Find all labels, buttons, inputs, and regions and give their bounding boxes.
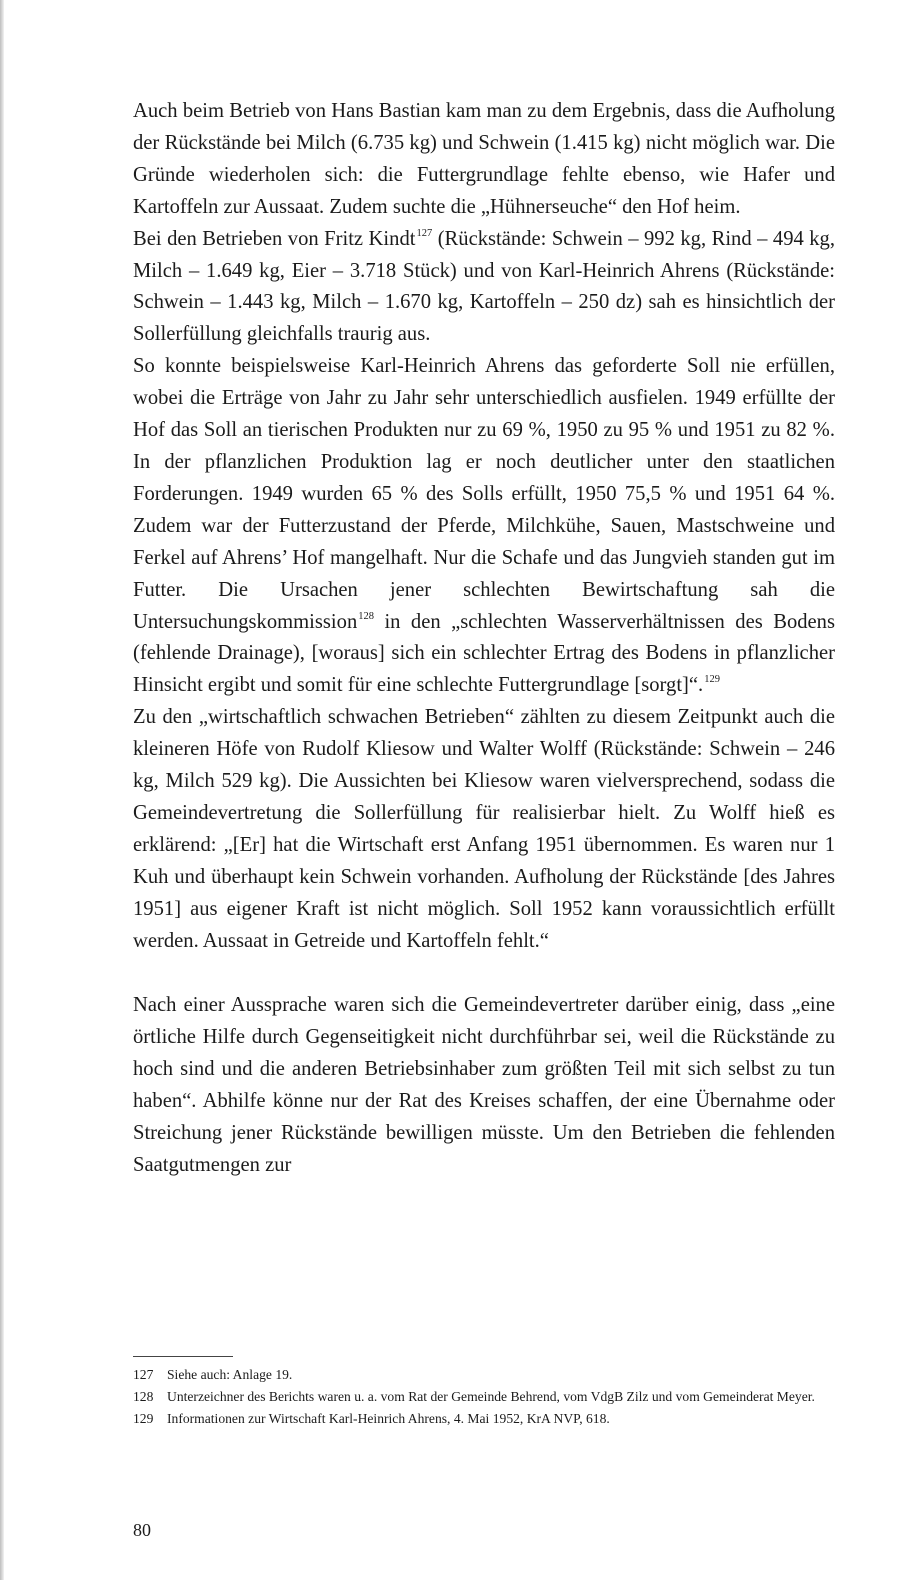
footnote-number: 129 bbox=[133, 1411, 154, 1426]
page-edge-shadow bbox=[0, 0, 4, 1580]
footnote-ref-128[interactable]: 128 bbox=[358, 610, 374, 622]
paragraph-1 bbox=[133, 96, 835, 224]
body-text bbox=[133, 96, 835, 1182]
paragraph-text: Zu den „wirtschaftlich schwachen Betrieben“ zählten zu diesem Zeitpunkt auch die kleineren Höfe von Rudolf Kliesow und Walter Wolff (Rückstände: Schwein – 246 kg, Milch 529 kg). Die Aussichten bei Kliesow waren vielversprechend, sodass die Gemeindevertretung die Sollerfüllung für realisierbar hielt. Zu Wolff hieß es erklärend: „[Er] hat die Wirtschaft erst Anfang 1951 übernommen. Es waren nur 1 Kuh und überhaupt kein Schwein vorhanden. Aufholung der Rückstände [des Jahres 1951] aus eigener Kraft ist nicht möglich. Soll 1952 kann voraussichtlich erfüllt werden. Aussaat in Getreide und Kartoffeln fehlt.“ bbox=[133, 706, 835, 952]
footnote-separator bbox=[133, 1356, 233, 1357]
footnote-129 bbox=[133, 1408, 835, 1430]
footnote-127 bbox=[133, 1364, 835, 1386]
footnote-number: 127 bbox=[133, 1367, 154, 1382]
paragraph-text: Bei den Betrieben von Fritz Kindt bbox=[133, 227, 416, 250]
paragraph-text: in den „schlechten Wasserverhältnissen des Bodens (fehlende Drainage), [woraus] sich ein schlechter Ertrag des Bodens in pflanzlicher Hinsicht ergibt und somit für eine schlechte Futtergrundlage [sorgt]“. bbox=[133, 610, 835, 697]
footnote-text: Informationen zur Wirtschaft Karl-Heinrich Ahrens, 4. Mai 1952, KrA NVP, 618. bbox=[167, 1411, 610, 1426]
paragraph-5 bbox=[133, 990, 835, 1181]
footnote-ref-129[interactable]: 129 bbox=[704, 674, 720, 686]
paragraph-text: So konnte beispielsweise Karl-Heinrich Ahrens das geforderte Soll nie erfüllen, wobei die Erträge von Jahr zu Jahr sehr unterschiedlich ausfielen. 1949 erfüllte der Hof das Soll an tierischen Produkten nur zu 69 %, 1950 zu 95 % und 1951 zu 82 %. In der pflanzlichen Produktion lag er noch deutlicher unter den staatlichen Forderungen. 1949 wurden 65 % des Solls erfüllt, 1950 75,5 % und 1951 64 %. Zudem war der Futterzustand der Pferde, Milchkühe, Sauen, Mastschweine und Ferkel auf Ahrens’ Hof mangelhaft. Nur die Schafe und das Jungvieh standen gut im Futter. Die Ursachen jener schlechten Bewirtschaftung sah die Untersuchungskommission bbox=[133, 355, 835, 633]
page-number: 80 bbox=[133, 1520, 151, 1540]
paragraph-3 bbox=[133, 351, 835, 702]
paragraph-text: Auch beim Betrieb von Hans Bastian kam man zu dem Ergebnis, dass die Aufholung der Rückstände bei Milch (6.735 kg) und Schwein (1.415 kg) nicht möglich war. Die Gründe wiederholen sich: die Futtergrundlage fehlte ebenso, wie Hafer und Kartoffeln zur Aussaat. Zudem suchte die „Hühnerseuche“ den Hof heim. bbox=[133, 100, 835, 218]
footnote-ref-127[interactable]: 127 bbox=[416, 227, 433, 239]
footnote-128 bbox=[133, 1386, 835, 1408]
footnote-number: 128 bbox=[133, 1389, 154, 1404]
footnotes bbox=[133, 1364, 835, 1430]
paragraph-4 bbox=[133, 702, 835, 957]
paragraph-text: Nach einer Aussprache waren sich die Gemeindevertreter darüber einig, dass „eine örtliche Hilfe durch Gegenseitigkeit nicht durchführbar sei, weil die Rückstände zu hoch sind und die anderen Betriebsinhaber zum größten Teil mit sich selbst zu tun haben“. Abhilfe könne nur der Rat des Kreises schaffen, der eine Übernahme oder Streichung jener Rückstände bewilligen müsste. Um den Betrieben die fehlenden Saatgutmengen zur bbox=[133, 994, 835, 1176]
paragraph-text: (Rückstände: Schwein – 992 kg, Rind – 494 kg, Milch – 1.649 kg, Eier – 3.718 Stück) und von Karl-Heinrich Ahrens (Rückstände: Schwein – 1.443 kg, Milch – 1.670 kg, Kartoffeln – 250 dz) sah es hinsichtlich der Sollerfüllung gleichfalls traurig aus. bbox=[133, 227, 835, 346]
paragraph-2 bbox=[133, 224, 835, 352]
footnote-text: Unterzeichner des Berichts waren u. a. vom Rat der Gemeinde Behrend, vom VdgB Zilz und vom Gemeinderat Meyer. bbox=[167, 1389, 815, 1404]
footnote-text: Siehe auch: Anlage 19. bbox=[167, 1367, 293, 1382]
